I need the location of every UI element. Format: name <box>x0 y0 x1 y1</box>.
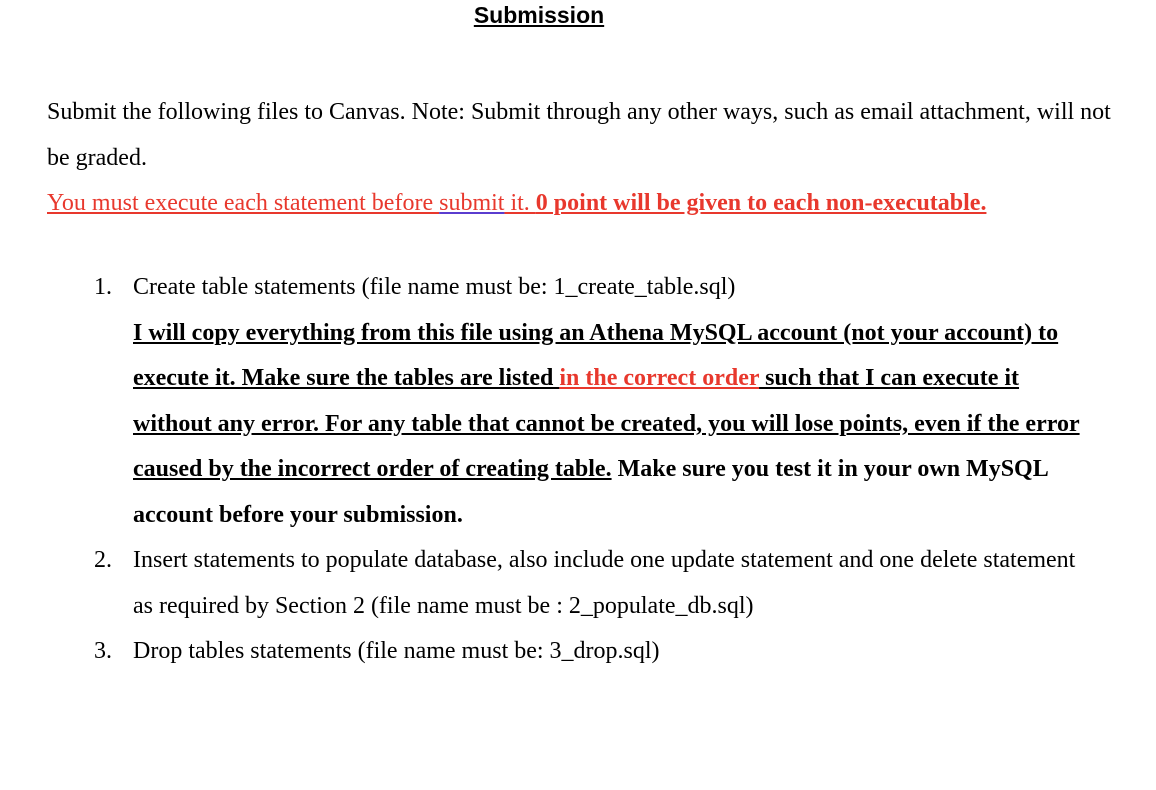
list-item <box>94 629 1094 675</box>
warning-submit: submit <box>439 190 505 216</box>
note-red: in the correct order <box>559 365 760 391</box>
intro-section <box>47 90 1127 227</box>
warning-part2: it. <box>504 190 536 216</box>
list-item-title: Create table statements (file name must be: 1_create_table.sql) <box>133 274 736 300</box>
list-number: 2. <box>94 547 112 573</box>
list-number: 1. <box>94 274 112 300</box>
warning-text <box>47 181 1127 227</box>
list-item <box>94 265 1094 538</box>
list-item-note <box>133 311 1094 539</box>
note-part-c: Make sure you test it in your own MySQL account before your submission. <box>133 456 1048 528</box>
note-part-a: I will copy everything from this file using an Athena MySQL account (not your account) to execute it. Make sure the tables are listed <box>133 319 1059 391</box>
submission-list <box>94 265 1094 675</box>
intro-text: Submit the following files to Canvas. Note: Submit through any other ways, such as email attachment, will not be graded. <box>47 99 1111 171</box>
warning-part1: You must execute each statement before <box>47 190 440 216</box>
warning-bold: 0 point will be given to each non-executable. <box>535 190 987 216</box>
list-item-text: Drop tables statements (file name must be: 3_drop.sql) <box>133 638 660 664</box>
page-title: Submission <box>473 2 605 28</box>
list-item-text: Insert statements to populate database, also include one update statement and one delete statement as required by Section 2 (file name must be : 2_populate_db.sql) <box>133 547 1076 619</box>
note-part-b: such that I can execute it without any error. For any table that cannot be created, you will lose points, even if the error caused by the incorrect order of creating table. <box>133 365 1080 482</box>
list-number: 3. <box>94 638 112 664</box>
list-item <box>94 538 1094 629</box>
